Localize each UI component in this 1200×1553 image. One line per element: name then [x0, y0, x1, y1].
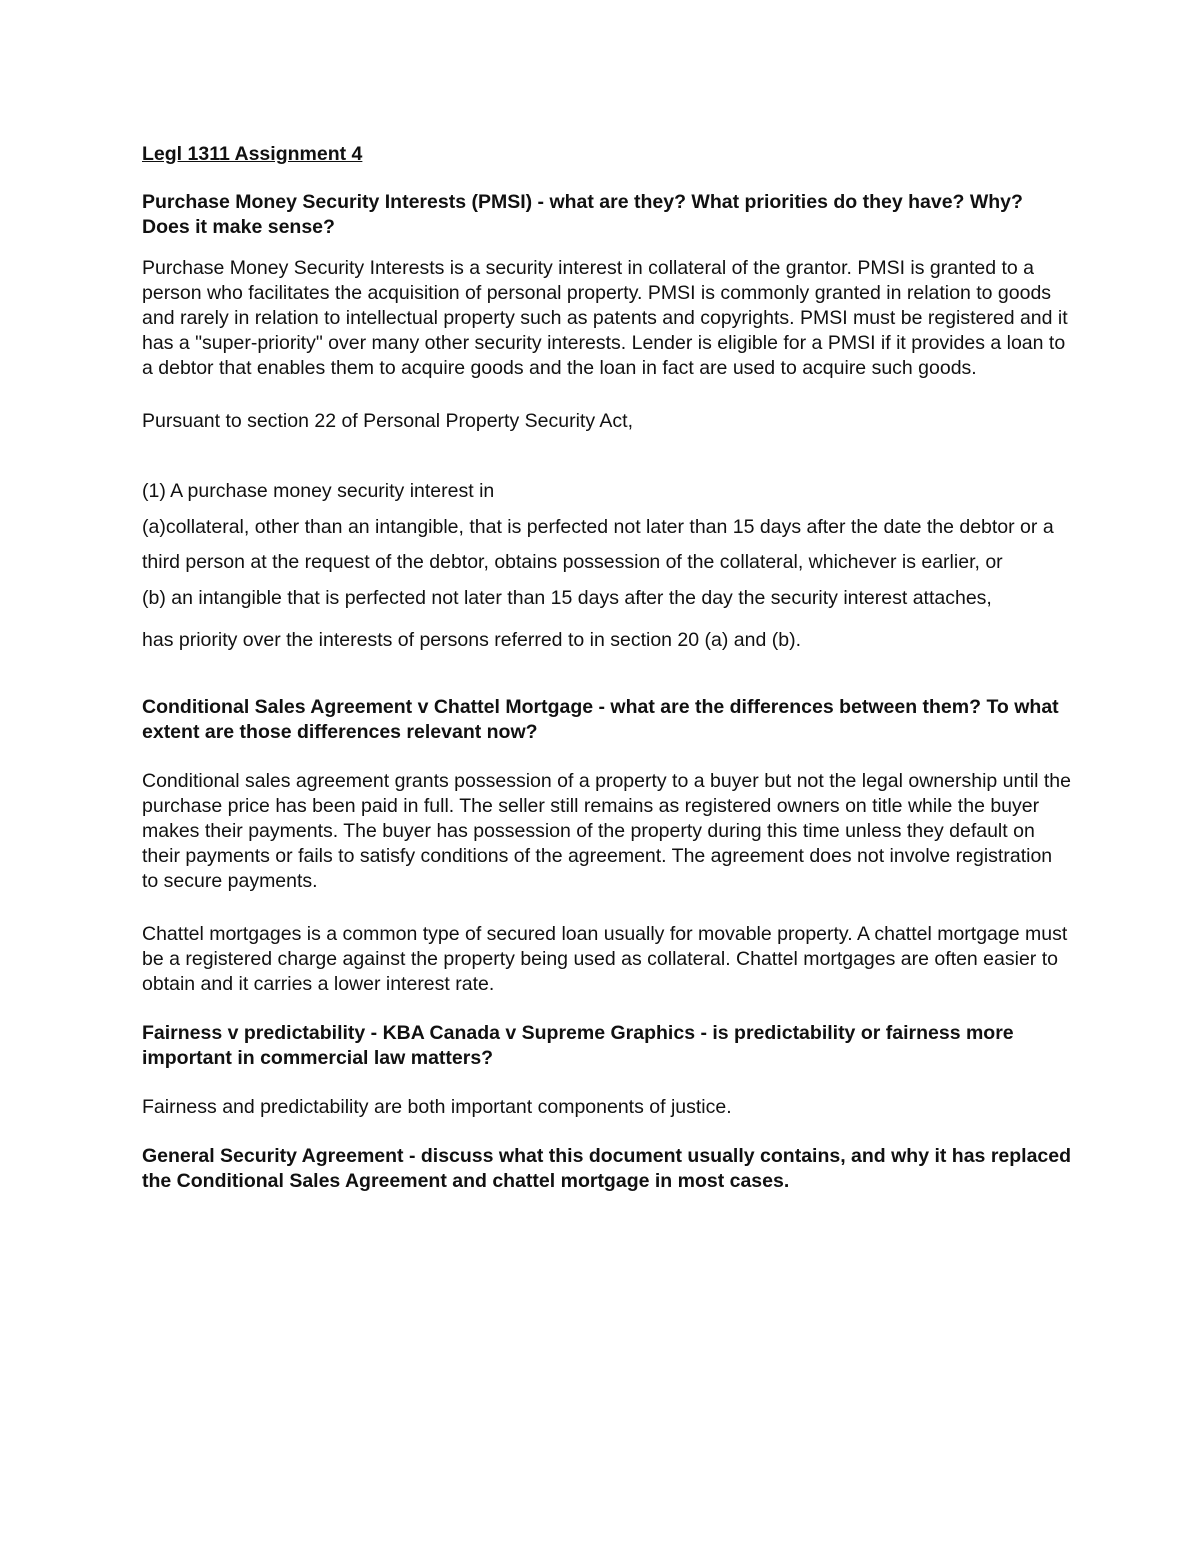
statute-intro: Pursuant to section 22 of Personal Property Security Act,: [142, 410, 634, 432]
question-csa-vs-chattel: Conditional Sales Agreement v Chattel Mortgage - what are the differences between them? To what extent are those differences relevant now?: [142, 696, 1059, 743]
answer-fairness: Fairness and predictability are both important components of justice.: [142, 1096, 732, 1118]
question-gsa: General Security Agreement - discuss what this document usually contains, and why it has replaced the Conditional Sales Agreement and chattel mortgage in most cases.: [142, 1145, 1072, 1192]
document-title: Legl 1311 Assignment 4: [142, 143, 363, 165]
answer-chattel-mortgage: Chattel mortgages is a common type of secured loan usually for movable property. A chattel mortgage must be a registered charge against the property being used as collateral. Chattel mortgages are often easier to obtain and it carries a lower interest rate.: [142, 923, 1068, 995]
statute-line: (b) an intangible that is perfected not later than 15 days after the day the security interest attaches,: [142, 586, 992, 609]
answer-csa: Conditional sales agreement grants possession of a property to a buyer but not the legal ownership until the purchase price has been paid in full. The seller still remains as registered owners on title while the buyer makes their payments. The buyer has possession of the property during this time unless they default on their payments or fails to satisfy conditions of the agreement. The agreement does not involve registration to secure payments.: [142, 770, 1071, 892]
document-body: [142, 140, 1072, 1194]
statute-closing: has priority over the interests of persons referred to in section 20 (a) and (b).: [142, 629, 801, 651]
statute-line: (1) A purchase money security interest in: [142, 480, 495, 502]
question-fairness: Fairness v predictability - KBA Canada v Supreme Graphics - is predictability or fairness more important in commercial law matters?: [142, 1022, 1014, 1069]
question-pmsi: Purchase Money Security Interests (PMSI) - what are they? What priorities do they have? Why? Does it make sense?: [142, 191, 1023, 238]
statute-excerpt: [142, 474, 1072, 653]
answer-pmsi: Purchase Money Security Interests is a security interest in collateral of the grantor. PMSI is granted to a person who facilitates the acquisition of personal property. PMSI is commonly granted in relation to goods and rarely in relation to intellectual property such as patents and copyrights. PMSI must be registered and it has a "super-priority" over many other security interests. Lender is eligible for a PMSI if it provides a loan to a debtor that enables them to acquire goods and the loan in fact are used to acquire such goods.: [142, 257, 1068, 379]
statute-line: (a)collateral, other than an intangible, that is perfected not later than 15 days after the date the debtor or a third person at the request of the debtor, obtains possession of the collateral, whichever is earlier, or: [142, 515, 1054, 573]
